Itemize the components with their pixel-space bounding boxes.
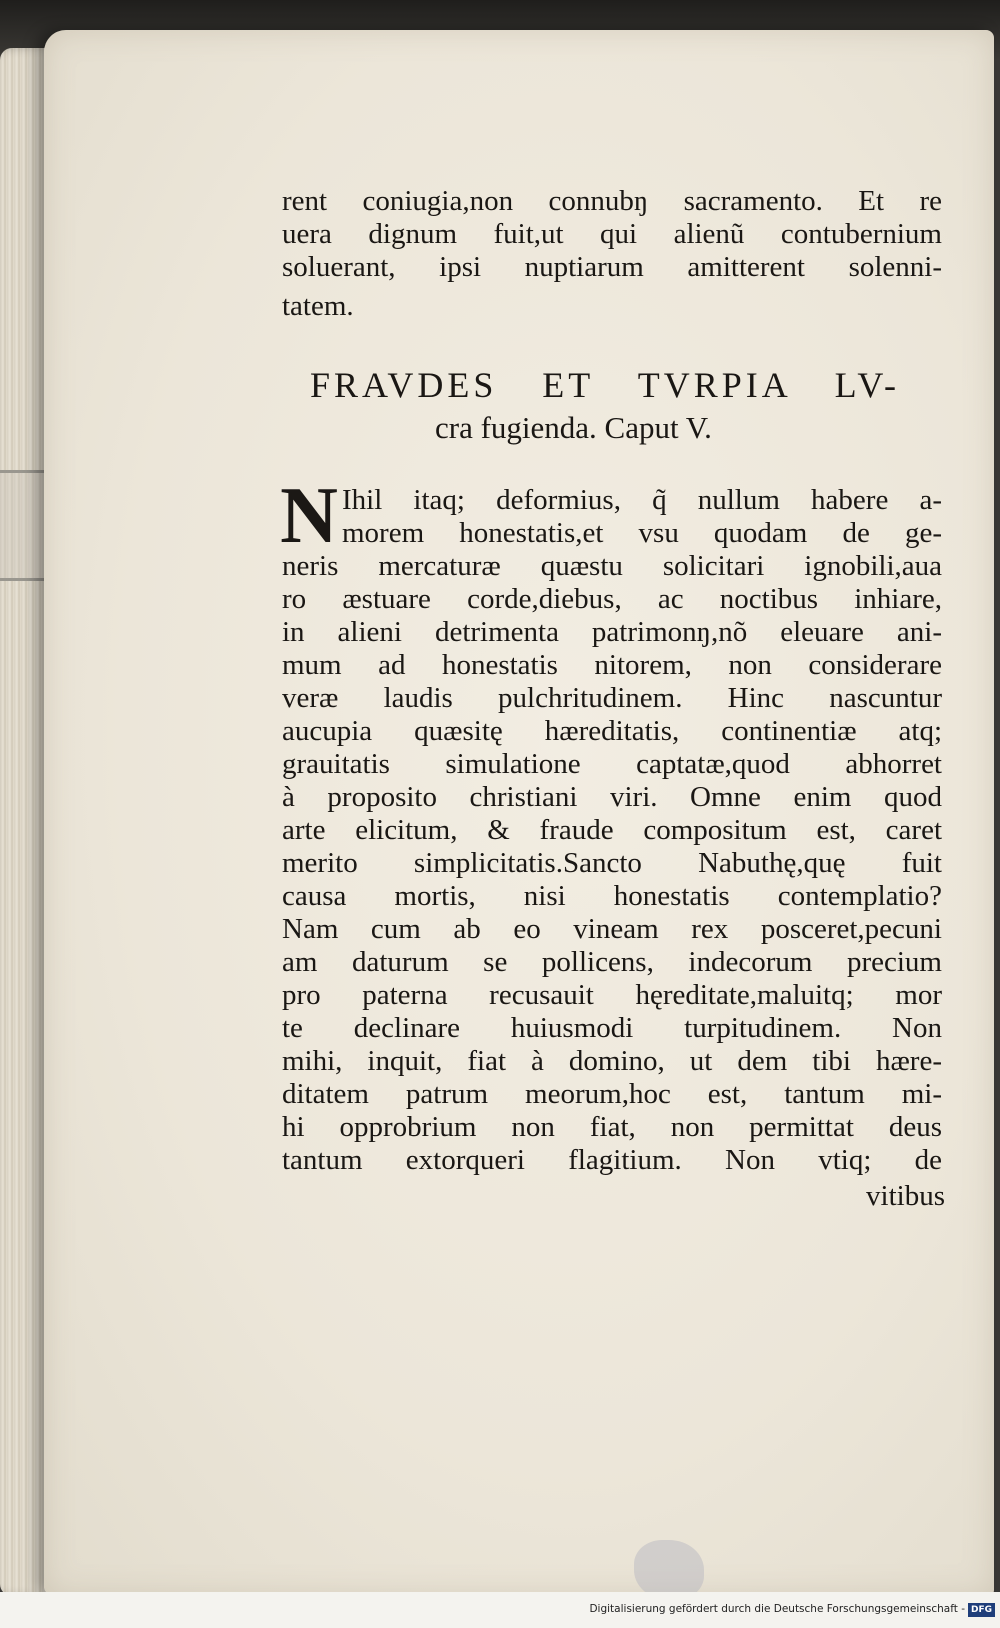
text-line: merito simplicitatis.Sancto Nabuthę,quę fuit <box>282 847 942 879</box>
text-line: pro paterna recusauit hęreditate,maluitq; mor <box>282 979 942 1011</box>
drop-cap-initial: N <box>280 483 338 549</box>
text-line: rent coniugia,non connubŋ sacramento. Et re <box>282 185 942 217</box>
text-line: Ihil itaq; deformius, q̃ nullum habere a- <box>342 484 942 516</box>
text-line: veræ laudis pulchritudinem. Hinc nascuntur <box>282 682 942 714</box>
text-line: mum ad honestatis nitorem, non considerare <box>282 649 942 681</box>
text-line: am daturum se pollicens, indecorum precium <box>282 946 942 978</box>
text-line: arte elicitum, & fraude compositum est, caret <box>282 814 942 846</box>
text-line: Nam cum ab eo vineam rex posceret,pecuni <box>282 913 942 945</box>
text-line: uera dignum fuit,ut qui alienũ contubernium <box>282 218 942 250</box>
text-line: neris mercaturæ quæstu solicitari ignobili,aua <box>282 550 942 582</box>
text-line: tantum extorqueri flagitium. Non vtiq; de <box>282 1144 942 1176</box>
credit-text: Digitalisierung gefördert durch die Deutsche Forschungsgemeinschaft - <box>589 1603 965 1615</box>
page-stain <box>634 1540 704 1600</box>
text-line: ditatem patrum meorum,hoc est, tantum mi- <box>282 1078 942 1110</box>
text-line: ro æstuare corde,diebus, ac noctibus inhiare, <box>282 583 942 615</box>
text-line: hi opprobrium non fiat, non permittat deus <box>282 1111 942 1143</box>
text-line: tatem. <box>282 290 354 322</box>
text-line: grauitatis simulatione captatæ,quod abhorret <box>282 748 942 780</box>
catchword: vitibus <box>866 1180 945 1212</box>
text-line: aucupia quæsitę hæreditatis, continentiæ atq; <box>282 715 942 747</box>
digitization-credit <box>585 1602 995 1617</box>
text-line: soluerant, ipsi nuptiarum amitterent solenni- <box>282 251 942 283</box>
dfg-logo: DFG <box>968 1603 995 1617</box>
text-line: causa mortis, nisi honestatis contemplatio? <box>282 880 942 912</box>
text-line: à proposito christiani viri. Omne enim quod <box>282 781 942 813</box>
chapter-heading: FRAVDES ET TVRPIA LV- <box>310 365 900 405</box>
text-line: morem honestatis,et vsu quodam de ge- <box>342 517 942 549</box>
text-line: in alieni detrimenta patrimonŋ,nõ eleuare ani- <box>282 616 942 648</box>
text-line: mihi, inquit, fiat à domino, ut dem tibi hære- <box>282 1045 942 1077</box>
text-line: te declinare huiusmodi turpitudinem. Non <box>282 1012 942 1044</box>
chapter-subheading: cra fugienda. Caput V. <box>435 410 712 445</box>
